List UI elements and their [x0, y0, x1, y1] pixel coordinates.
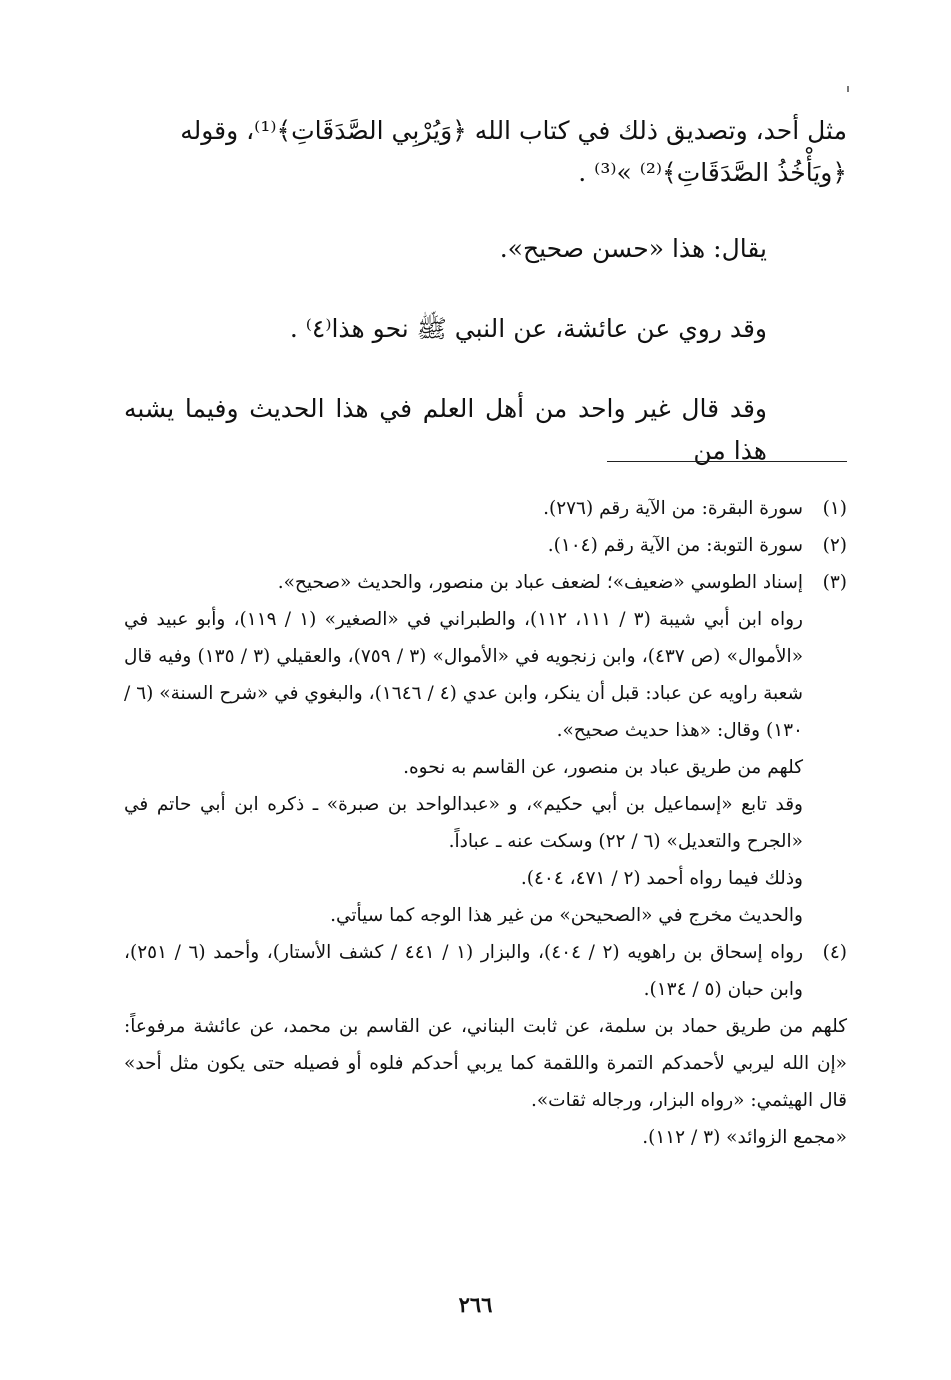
- footnote-4-reference: «مجمع الزوائد» (٣ / ١١٢).: [642, 1127, 847, 1148]
- footnote-4: [124, 934, 847, 1008]
- main-text: [124, 110, 847, 472]
- footnote-text: رواه إسحاق بن راهويه (٢ / ٤٠٤)، والبزار (١ / ٤٤١ / كشف الأستار)، وأحمد (٦ / ٢٥١)، وابن حبان (٥ / ١٣٤).: [124, 942, 804, 1000]
- paragraph-intro-line-1: مثل أحد، وتصديق ذلك في كتاب الله ﴿وَيُرْبِي الصَّدَقَاتِ﴾⁽¹⁾، وقوله: [180, 116, 847, 145]
- footnote-number: (٢): [822, 535, 847, 556]
- scan-speck: [847, 86, 849, 92]
- footnote-number: (٣): [822, 572, 847, 593]
- footnote-number: (٤): [822, 942, 847, 963]
- footnote-3-ahmad: وذلك فيما رواه أحمد (٢ / ٤٧١، ٤٠٤).: [520, 868, 803, 889]
- footnote-3: [124, 564, 847, 601]
- paragraph-intro: [124, 110, 847, 194]
- page-number: ٢٦٦: [458, 1292, 493, 1317]
- paragraph-aisha-narration: وقد روي عن عائشة، عن النبي ﷺ نحو هذا⁽٤⁾ .: [289, 314, 767, 343]
- footnotes: [124, 490, 847, 1156]
- footnote-3-followers: وقد تابع «إسماعيل بن أبي حكيم»، و «عبدالواحد بن صبرة» ـ ذكره ابن أبي حاتم في «الجرح والتعديل» (٦ / ٢٢) وسكت عنه ـ عباداً.: [124, 794, 803, 852]
- paragraph-scholars: وقد قال غير واحد من أهل العلم في هذا الحديث وفيما يشبه هذا من: [124, 394, 767, 465]
- footnote-3-chain: كلهم من طريق عباد بن منصور، عن القاسم به نحوه.: [403, 757, 803, 778]
- footnote-3-sources: رواه ابن أبي شيبة (٣ / ١١١، ١١٢)، والطبراني في «الصغير» (١ / ١١٩)، وأبو عبيد في «الأموال» (ص ٤٣٧)، وابن زنجويه في «الأموال» (٣ / ٧٥٩)، والعقيلي (٣ / ١٣٥) وفيه قال شعبة راويه عن عباد: قبل أن ينكر، وابن عدي (٤ / ١٦٤٦)، والبغوي في «شرح السنة» (٦ / ١٣٠) وقال: «هذا حديث صحيح».: [124, 609, 804, 741]
- footnote-2: [124, 527, 847, 564]
- footnote-text: إسناد الطوسي «ضعيف»؛ لضعف عباد بن منصور، والحديث «صحيح».: [277, 572, 803, 593]
- footnote-text: سورة التوبة: من الآية رقم (١٠٤).: [547, 535, 803, 556]
- paragraph-intro-line-2: ﴿ويَأْخُذُ الصَّدَقَاتِ﴾⁽²⁾ »⁽³⁾ .: [578, 158, 847, 187]
- footnote-separator: [607, 461, 847, 462]
- footnote-3-sahihayn: والحديث مخرج في «الصحيحن» من غير هذا الوجه كما سيأتي.: [330, 905, 803, 926]
- footnote-number: (١): [822, 498, 847, 519]
- footnote-1: [124, 490, 847, 527]
- paragraph-hasan-sahih: يقال: هذا «حسن صحيح».: [499, 234, 767, 263]
- footnote-4-chain: كلهم من طريق حماد بن سلمة، عن ثابت البناني، عن القاسم بن محمد، عن عائشة مرفوعاً: «إن الله ليربي لأحمدكم التمرة واللقمة كما يربي أحدكم فلوه أو فصيله حتى يكون مثل أحد» قال الهيثمي: «رواه البزار، ورجاله ثقات».: [124, 1016, 847, 1111]
- footnote-text: سورة البقرة: من الآية رقم (٢٧٦).: [543, 498, 803, 519]
